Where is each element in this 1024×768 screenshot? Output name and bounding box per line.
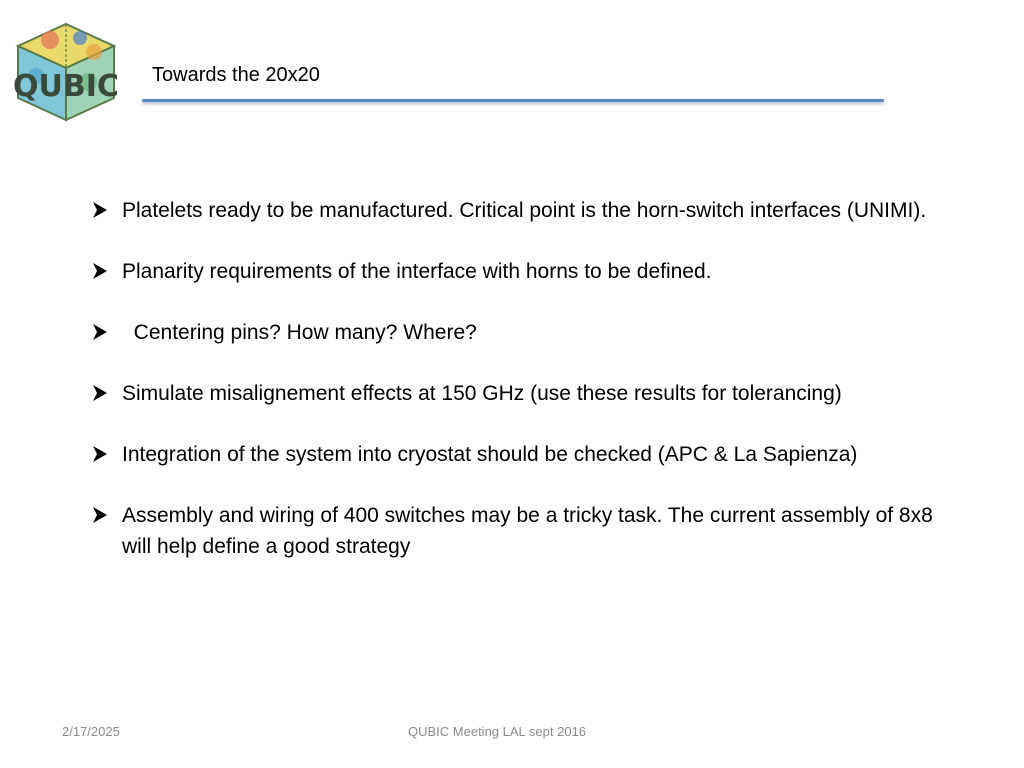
title-divider: [142, 99, 884, 102]
bullet-text: Centering pins? How many? Where?: [122, 321, 477, 344]
bullet-text: Planarity requirements of the interface with horns to be defined.: [122, 260, 712, 283]
arrowhead-bullet-icon: [92, 201, 108, 219]
bullet-item: [90, 439, 950, 470]
slide-title: Towards the 20x20: [152, 64, 320, 86]
arrowhead-bullet-icon: [92, 323, 108, 341]
qubic-logo: [10, 16, 122, 128]
arrowhead-bullet-icon: [92, 445, 108, 463]
bullet-text: Assembly and wiring of 400 switches may be a tricky task. The current assembly of 8x8 will help define a good strategy: [122, 504, 933, 558]
bullet-item: [90, 378, 950, 409]
arrowhead-bullet-icon: [92, 262, 108, 280]
bullet-text: Platelets ready to be manufactured. Critical point is the horn-switch interfaces (UNIMI).: [122, 199, 927, 222]
bullet-list: [90, 195, 950, 562]
bullet-item: [90, 317, 950, 348]
footer-date: 2/17/2025: [62, 724, 120, 739]
bullet-text: Simulate misalignement effects at 150 GHz (use these results for tolerancing): [122, 382, 842, 405]
bullet-item: [90, 500, 950, 562]
footer-meeting-label: QUBIC Meeting LAL sept 2016: [408, 724, 587, 739]
bullet-item: [90, 256, 950, 287]
logo-text: QUBIC: [13, 69, 119, 104]
arrowhead-bullet-icon: [92, 384, 108, 402]
bullet-item: [90, 195, 950, 226]
bullet-text: Integration of the system into cryostat should be checked (APC & La Sapienza): [122, 443, 858, 466]
arrowhead-bullet-icon: [92, 506, 108, 524]
